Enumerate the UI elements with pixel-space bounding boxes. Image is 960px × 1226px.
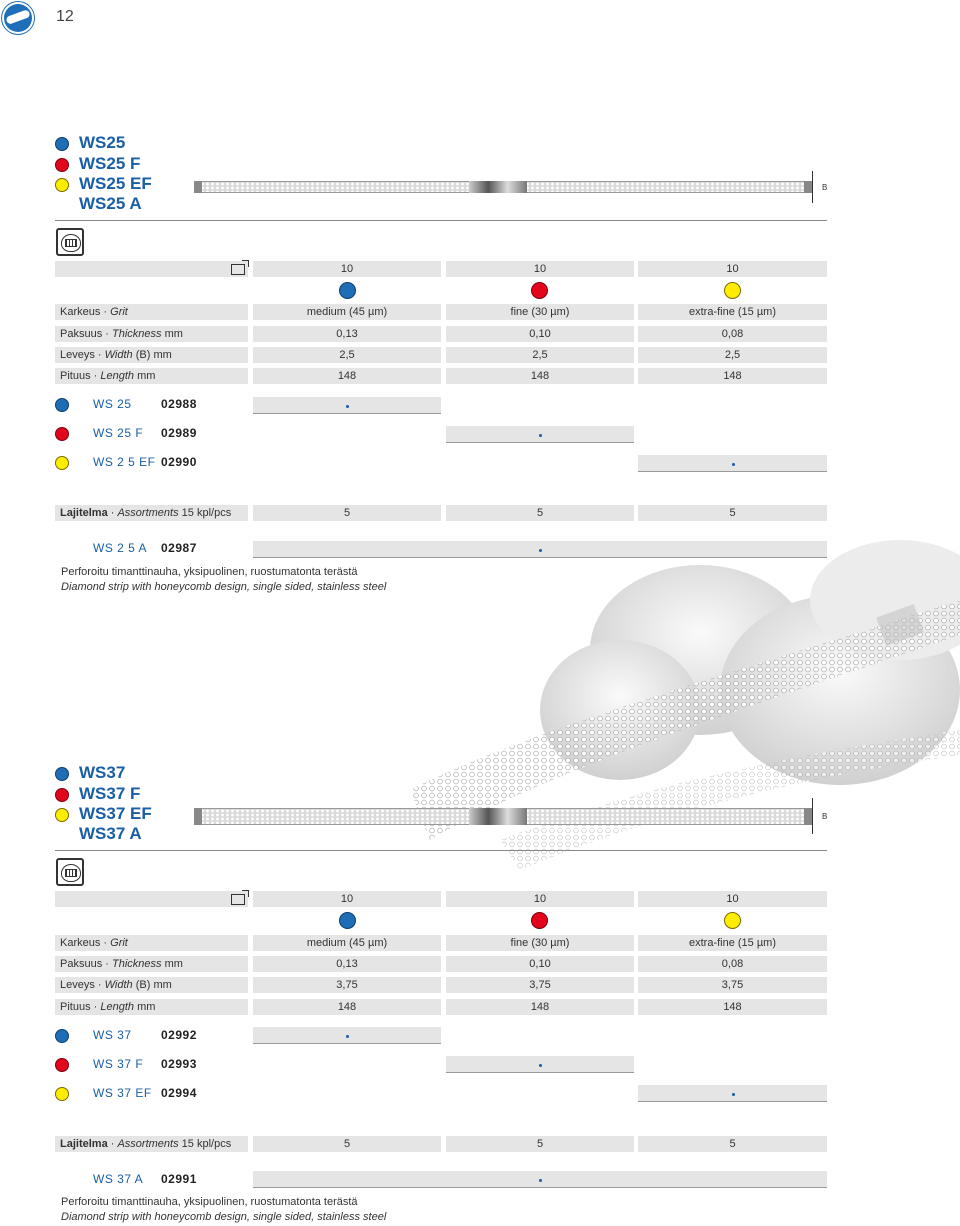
thickness-value: 0,08 bbox=[638, 956, 827, 972]
length-value: 148 bbox=[446, 999, 634, 1015]
red-grit-dot bbox=[55, 427, 69, 441]
yellow-grit-dot bbox=[724, 912, 741, 929]
availability-marker bbox=[638, 455, 827, 472]
thickness-value: 0,13 bbox=[253, 956, 441, 972]
availability-marker bbox=[638, 1085, 827, 1102]
assortment-value: 5 bbox=[638, 505, 827, 521]
divider bbox=[55, 850, 827, 851]
length-label: Pituus · Length mm bbox=[55, 999, 248, 1015]
assortment-label: Lajitelma · Assortments 15 kpl/pcs bbox=[55, 1136, 248, 1152]
thickness-value: 0,10 bbox=[446, 956, 634, 972]
grit-label: Karkeus · Grit bbox=[55, 935, 248, 951]
availability-marker bbox=[253, 1027, 441, 1044]
width-label: Leveys · Width (B) mm bbox=[55, 977, 248, 993]
thickness-label: Paksuus · Thickness mm bbox=[55, 956, 248, 972]
blue-grit-dot bbox=[55, 767, 69, 781]
blue-grit-dot bbox=[339, 912, 356, 929]
diamond-strip-illustration bbox=[194, 808, 812, 825]
pack-qty: 10 bbox=[638, 891, 827, 907]
product-description: Perforoitu timanttinauha, yksipuolinen, ruostumatonta terästä Diamond strip with honeycomb design, single sided, stainless steel bbox=[61, 1196, 387, 1223]
length-value: 148 bbox=[638, 368, 827, 384]
blue-grit-dot bbox=[55, 398, 69, 412]
grit-value: fine (30 µm) bbox=[446, 304, 634, 320]
blue-grit-dot bbox=[55, 1029, 69, 1043]
width-value: 2,5 bbox=[253, 347, 441, 363]
grit-value: extra-fine (15 µm) bbox=[638, 935, 827, 951]
thickness-value: 0,13 bbox=[253, 326, 441, 342]
grit-value: medium (45 µm) bbox=[253, 304, 441, 320]
komet-logo bbox=[2, 2, 34, 34]
length-value: 148 bbox=[638, 999, 827, 1015]
pack-row-label bbox=[55, 261, 248, 277]
red-grit-dot bbox=[55, 158, 69, 172]
availability-marker bbox=[446, 426, 634, 443]
yellow-grit-dot bbox=[55, 808, 69, 822]
thickness-value: 0,10 bbox=[446, 326, 634, 342]
package-icon bbox=[231, 894, 245, 905]
strip-width-label: B bbox=[822, 183, 828, 192]
assortment-value: 5 bbox=[446, 1136, 634, 1152]
availability-marker bbox=[253, 1171, 827, 1188]
width-label: Leveys · Width (B) mm bbox=[55, 347, 248, 363]
diamond-strip-illustration bbox=[194, 181, 812, 193]
strip-width-label: B bbox=[822, 812, 828, 821]
width-value: 2,5 bbox=[446, 347, 634, 363]
yellow-grit-dot bbox=[55, 456, 69, 470]
length-value: 148 bbox=[253, 999, 441, 1015]
width-value: 2,5 bbox=[638, 347, 827, 363]
blue-grit-dot bbox=[55, 137, 69, 151]
red-grit-dot bbox=[55, 788, 69, 802]
yellow-grit-dot bbox=[55, 178, 69, 192]
divider bbox=[55, 220, 827, 221]
width-value: 3,75 bbox=[638, 977, 827, 993]
assortment-value: 5 bbox=[446, 505, 634, 521]
yellow-grit-dot bbox=[724, 282, 741, 299]
grit-value: medium (45 µm) bbox=[253, 935, 441, 951]
assortment-value: 5 bbox=[253, 1136, 441, 1152]
thickness-value: 0,08 bbox=[638, 326, 827, 342]
yellow-grit-dot bbox=[55, 1087, 69, 1101]
width-dimension-line bbox=[812, 798, 813, 834]
red-grit-dot bbox=[531, 282, 548, 299]
grit-label: Karkeus · Grit bbox=[55, 304, 248, 320]
length-label: Pituus · Length mm bbox=[55, 368, 248, 384]
assortment-value: 5 bbox=[253, 505, 441, 521]
pack-qty: 10 bbox=[638, 261, 827, 277]
assortment-label: Lajitelma · Assortments 15 kpl/pcs bbox=[55, 505, 248, 521]
length-value: 148 bbox=[253, 368, 441, 384]
page-number: 12 bbox=[56, 8, 74, 25]
thickness-label: Paksuus · Thickness mm bbox=[55, 326, 248, 342]
availability-marker bbox=[446, 1056, 634, 1073]
width-value: 3,75 bbox=[446, 977, 634, 993]
grit-value: fine (30 µm) bbox=[446, 935, 634, 951]
pack-qty: 10 bbox=[446, 891, 634, 907]
red-grit-dot bbox=[531, 912, 548, 929]
package-icon bbox=[231, 264, 245, 275]
pack-qty: 10 bbox=[253, 891, 441, 907]
red-grit-dot bbox=[55, 1058, 69, 1072]
availability-marker bbox=[253, 397, 441, 414]
availability-marker bbox=[253, 541, 827, 558]
diamond-strip-icon bbox=[56, 228, 84, 256]
blue-grit-dot bbox=[339, 282, 356, 299]
width-dimension-line bbox=[812, 171, 813, 203]
pack-qty: 10 bbox=[253, 261, 441, 277]
grit-value: extra-fine (15 µm) bbox=[638, 304, 827, 320]
assortment-value: 5 bbox=[638, 1136, 827, 1152]
width-value: 3,75 bbox=[253, 977, 441, 993]
pack-qty: 10 bbox=[446, 261, 634, 277]
product-description: Perforoitu timanttinauha, yksipuolinen, ruostumatonta terästä Diamond strip with honeycomb design, single sided, stainless steel bbox=[61, 566, 387, 593]
diamond-strip-icon bbox=[56, 858, 84, 886]
length-value: 148 bbox=[446, 368, 634, 384]
pack-row-label bbox=[55, 891, 248, 907]
